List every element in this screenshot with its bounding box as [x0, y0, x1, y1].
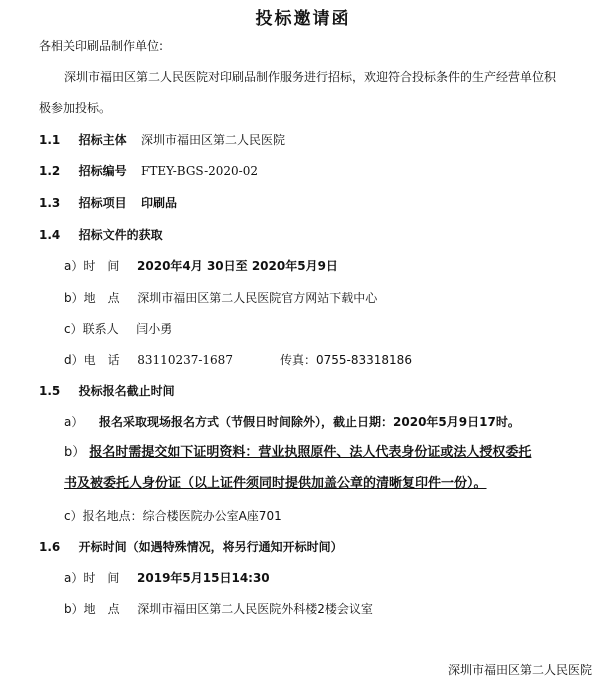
doc-phone-value: 83110237-1687: [137, 353, 233, 367]
opening-place-value: 深圳市福田区第二人民医院外科楼2楼会议室: [137, 602, 373, 616]
section-number: 1.3: [39, 196, 61, 210]
section-1-4: [39, 228, 163, 242]
section-1-5: [39, 384, 175, 398]
doc-place-row: [64, 291, 377, 305]
opening-place-row: [64, 602, 373, 616]
doc-contact-label: c）联系人: [64, 322, 119, 336]
doc-phone-row: [64, 353, 233, 367]
section-label: 开标时间（如遇特殊情况，将另行通知开标时间）: [78, 540, 343, 554]
doc-time-row: [64, 259, 338, 273]
doc-phone-label: d）电 话: [64, 353, 120, 367]
required-docs-line-2: 书及被委托人身份证（以上证件须同时提供加盖公章的清晰复印件一份）。: [64, 476, 487, 491]
section-1-1: [39, 133, 285, 147]
section-number: 1.4: [39, 228, 61, 242]
section-1-3: [39, 196, 177, 210]
registration-method-prefix: a）: [64, 415, 84, 429]
salutation: 各相关印刷品制作单位:: [39, 39, 164, 53]
doc-contact-value: 闫小勇: [136, 322, 173, 336]
doc-place-label: b）地 点: [64, 291, 120, 305]
required-docs-prefix: b）: [64, 445, 86, 460]
tender-project: 印刷品: [141, 196, 178, 210]
section-number: 1.6: [39, 540, 61, 554]
section-1-6: [39, 540, 343, 554]
tender-entity: 深圳市福田区第二人民医院: [141, 133, 286, 147]
section-number: 1.5: [39, 384, 61, 398]
section-label: 投标报名截止时间: [78, 384, 175, 398]
doc-place-value: 深圳市福田区第二人民医院官方网站下载中心: [137, 291, 378, 305]
section-1-2: [39, 164, 258, 178]
document-title: 投标邀请函: [255, 9, 351, 29]
opening-time-label: a）时 间: [64, 571, 120, 585]
tender-number: FTEY-BGS-2020-02: [141, 164, 258, 178]
section-number: 1.1: [39, 133, 61, 147]
section-label: 招标编号: [78, 164, 127, 178]
opening-place-label: b）地 点: [64, 602, 120, 616]
registration-method-row: [64, 415, 520, 429]
doc-contact-row: [64, 322, 172, 336]
intro-line-2: 极参加投标。: [39, 101, 112, 115]
doc-fax: 传真：0755-83318186: [280, 353, 412, 367]
section-label: 招标文件的获取: [78, 228, 163, 242]
opening-time-row: [64, 571, 270, 585]
section-label: 招标项目: [78, 196, 127, 210]
section-number: 1.2: [39, 164, 61, 178]
registration-method-text: 报名采取现场报名方式（节假日时间除外），截止日期：2020年5月9日17时。: [99, 415, 520, 429]
doc-time-value: 2020年4月 30日至 2020年5月9日: [137, 259, 338, 273]
section-label: 招标主体: [78, 133, 127, 147]
signature: 深圳市福田区第二人民医院: [447, 663, 592, 677]
required-docs-line-1: [64, 446, 531, 460]
intro-line-1: 深圳市福田区第二人民医院对印刷品制作服务进行招标，欢迎符合投标条件的生产经营单位积: [64, 70, 557, 84]
registration-place: c）报名地点：综合楼医院办公室A座701: [64, 509, 282, 523]
doc-time-label: a）时 间: [64, 259, 120, 273]
opening-time-value: 2019年5月15日14:30: [137, 571, 270, 585]
required-docs-text-1: 报名时需提交如下证明资料：营业执照原件、法人代表身份证或法人授权委托: [89, 445, 532, 460]
